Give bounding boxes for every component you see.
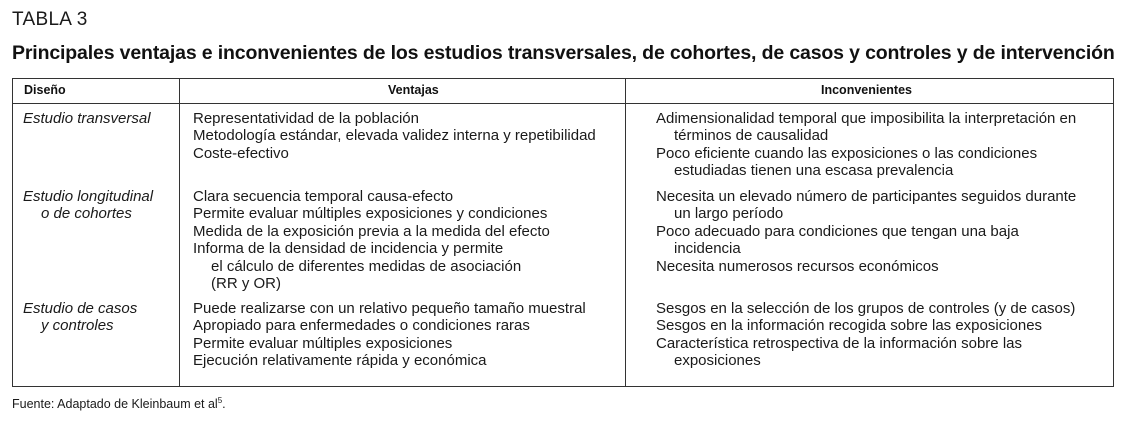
header-ventajas: Ventajas <box>388 83 439 97</box>
ventaja-item: Apropiado para enfermedades o condiciones raras <box>193 317 530 335</box>
ventaja-item: Clara secuencia temporal causa-efecto <box>193 188 454 205</box>
inconveniente-item: Poco eficiente cuando las exposiciones o las condiciones <box>656 144 1038 162</box>
row-1-diseno <box>23 110 151 127</box>
row-2-diseno <box>23 188 153 223</box>
comparison-table <box>12 78 1114 387</box>
ventaja-item: Metodología estándar, elevada validez interna y repetibilidad <box>193 127 596 145</box>
inconveniente-item: Poco adecuado para condiciones que tengan una baja <box>656 222 1019 240</box>
row-3-diseno <box>23 300 137 335</box>
ventaja-item-continuation: el cálculo de diferentes medidas de asociación <box>211 257 522 275</box>
header-diseno: Diseño <box>24 83 66 97</box>
ventaja-item: Permite evaluar múltiples exposiciones <box>193 334 453 352</box>
reference-superscript: 5 <box>217 396 223 405</box>
inconveniente-item: Adimensionalidad temporal que imposibilita la interpretación en <box>656 110 1077 127</box>
row-2-ventajas <box>193 188 550 292</box>
source-suffix: . <box>222 397 226 412</box>
table-title: Principales ventajas e inconvenientes de los estudios transversales, de cohortes, de casos y controles y de intervención <box>12 42 1115 64</box>
inconveniente-item-continuation: incidencia <box>674 240 741 258</box>
ventaja-item: Coste-efectivo <box>193 144 289 162</box>
row-1-inconvenientes <box>656 110 1076 180</box>
source-note <box>12 396 226 411</box>
inconveniente-item: Necesita un elevado número de participantes seguidos durante <box>656 188 1077 205</box>
design-line: o de cohortes <box>41 205 132 223</box>
inconveniente-item: Sesgos en la selección de los grupos de controles (y de casos) <box>656 300 1076 317</box>
design-line: y controles <box>41 317 114 335</box>
header-inconvenientes: Inconvenientes <box>821 83 912 97</box>
source-text: Fuente: Adaptado de Kleinbaum et al <box>12 397 218 412</box>
inconveniente-item: Necesita numerosos recursos económicos <box>656 257 939 275</box>
ventaja-item: Permite evaluar múltiples exposiciones y condiciones <box>193 205 548 223</box>
ventaja-item: Informa de la densidad de incidencia y permite <box>193 240 504 258</box>
design-line: Estudio longitudinal <box>23 188 154 205</box>
ventaja-item: Puede realizarse con un relativo pequeño tamaño muestral <box>193 300 586 317</box>
ventaja-item: Medida de la exposición previa a la medida del efecto <box>193 222 550 240</box>
inconveniente-item-continuation: exposiciones <box>674 352 761 370</box>
ventaja-item: Representatividad de la población <box>193 110 419 127</box>
inconveniente-item-continuation: un largo período <box>674 205 784 223</box>
header-divider <box>13 103 1113 104</box>
row-3-ventajas <box>193 300 586 370</box>
design-line: Estudio de casos <box>23 300 138 317</box>
inconveniente-item: Característica retrospectiva de la información sobre las <box>656 334 1022 352</box>
ventaja-item: Ejecución relativamente rápida y económica <box>193 352 487 370</box>
table-number-label: TABLA 3 <box>12 9 88 30</box>
row-3-inconvenientes <box>656 300 1075 370</box>
inconveniente-item-continuation: estudiadas tienen una escasa prevalencia <box>674 162 954 180</box>
inconveniente-item: Sesgos en la información recogida sobre las exposiciones <box>656 317 1043 335</box>
column-divider <box>179 79 180 386</box>
column-divider <box>625 79 626 386</box>
row-1-ventajas <box>193 110 596 162</box>
design-line: Estudio transversal <box>23 110 151 127</box>
inconveniente-item-continuation: términos de causalidad <box>674 127 829 145</box>
ventaja-item-continuation: (RR y OR) <box>211 275 281 293</box>
row-2-inconvenientes <box>656 188 1076 275</box>
